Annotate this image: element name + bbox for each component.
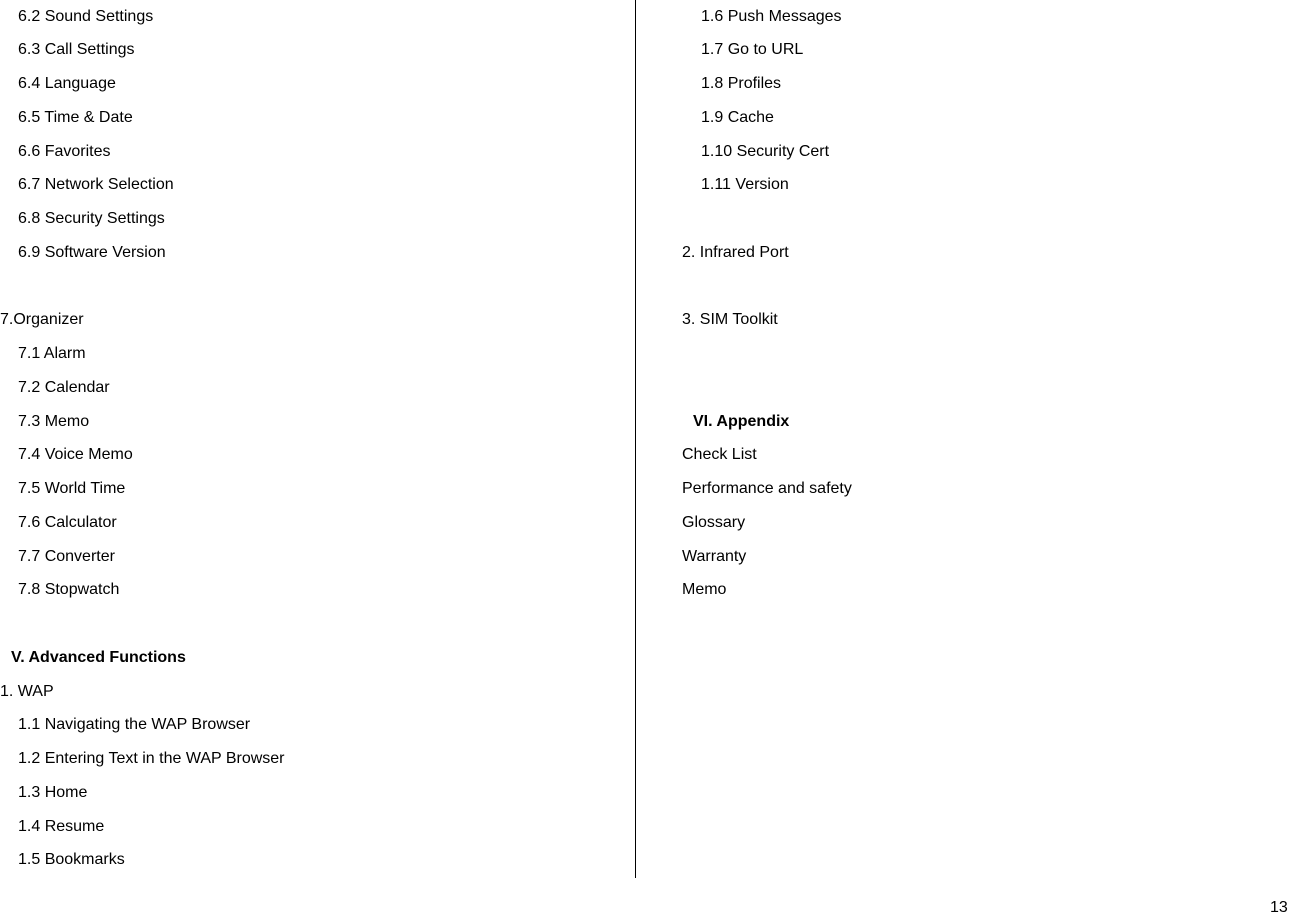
toc-item[interactable]: 7.6 Calculator	[18, 514, 117, 531]
toc-item[interactable]: Performance and safety	[682, 480, 852, 497]
toc-item[interactable]: 7.1 Alarm	[18, 345, 86, 362]
toc-item[interactable]: 6.6 Favorites	[18, 143, 111, 160]
toc-item[interactable]: 1.3 Home	[18, 784, 88, 801]
toc-item[interactable]: 7.7 Converter	[18, 548, 115, 565]
toc-item[interactable]: 6.2 Sound Settings	[18, 8, 154, 25]
toc-section-sim-toolkit[interactable]: 3. SIM Toolkit	[682, 311, 778, 328]
toc-item[interactable]: 7.5 World Time	[18, 480, 126, 497]
toc-item[interactable]: 1.9 Cache	[701, 109, 774, 126]
toc-item[interactable]: 6.4 Language	[18, 75, 116, 92]
column-divider	[635, 0, 636, 878]
toc-item[interactable]: 1.7 Go to URL	[701, 41, 804, 58]
toc-chapter-heading[interactable]: VI. Appendix	[693, 413, 790, 430]
toc-item[interactable]: 7.4 Voice Memo	[18, 446, 133, 463]
toc-item[interactable]: 6.9 Software Version	[18, 244, 166, 261]
toc-item[interactable]: Check List	[682, 446, 757, 463]
toc-item[interactable]: Memo	[682, 581, 727, 598]
toc-item[interactable]: 6.7 Network Selection	[18, 176, 174, 193]
toc-item[interactable]: 1.10 Security Cert	[701, 143, 830, 160]
toc-section-infrared[interactable]: 2. Infrared Port	[682, 244, 789, 261]
toc-item[interactable]: 1.11 Version	[701, 176, 789, 193]
toc-item[interactable]: 1.6 Push Messages	[701, 8, 842, 25]
toc-chapter-heading[interactable]: V. Advanced Functions	[11, 649, 186, 666]
page-number: 13	[1270, 899, 1288, 916]
toc-item[interactable]: 1.2 Entering Text in the WAP Browser	[18, 750, 285, 767]
toc-item[interactable]: Glossary	[682, 514, 746, 531]
toc-item[interactable]: 6.8 Security Settings	[18, 210, 165, 227]
toc-item[interactable]: 7.8 Stopwatch	[18, 581, 120, 598]
toc-item[interactable]: 6.5 Time & Date	[18, 109, 133, 126]
toc-section-wap[interactable]: 1. WAP	[0, 683, 54, 700]
toc-item[interactable]: 7.3 Memo	[18, 413, 90, 430]
toc-section-organizer[interactable]: 7.Organizer	[0, 311, 84, 328]
toc-item[interactable]: 1.5 Bookmarks	[18, 851, 125, 868]
toc-item[interactable]: Warranty	[682, 548, 747, 565]
toc-item[interactable]: 6.3 Call Settings	[18, 41, 135, 58]
toc-item[interactable]: 1.4 Resume	[18, 818, 105, 835]
toc-item[interactable]: 1.8 Profiles	[701, 75, 782, 92]
toc-item[interactable]: 1.1 Navigating the WAP Browser	[18, 716, 251, 733]
toc-item[interactable]: 7.2 Calendar	[18, 379, 110, 396]
